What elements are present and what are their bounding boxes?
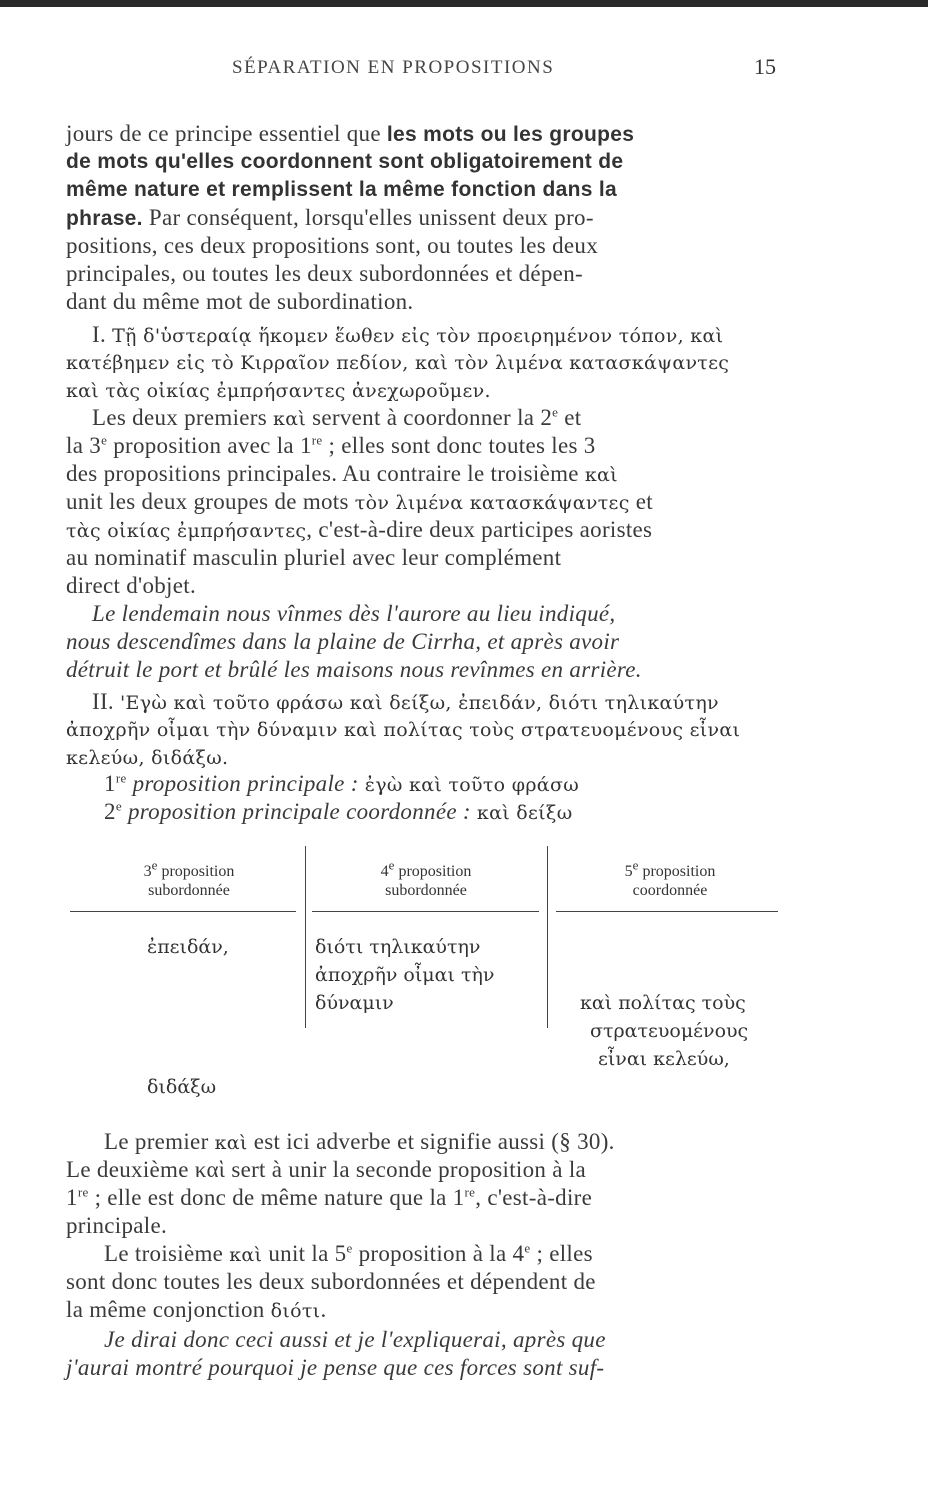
table-header-col2: 4e proposition subordonnée [380, 857, 472, 899]
running-head: SÉPARATION EN PROPOSITIONS [232, 57, 555, 78]
table-header-rule-3 [556, 911, 778, 912]
proposition1-line: 1re proposition principale : ἐγὼ καὶ τοῦτο φράσω [104, 770, 580, 796]
table-cell-col3-c: εἶναι κελεύω, [598, 1048, 730, 1070]
para3-line1: Le premier καὶ est ici adverbe et signifie aussi (§ 30). [104, 1129, 615, 1154]
para3-line4: principale. [66, 1213, 168, 1238]
table-header-col3: 5e proposition coordonnée [624, 857, 716, 899]
example2-line1: II. 'Εγὼ καὶ τοῦτο φράσω καὶ δείξω, ἐπειδάν, διότι τηλικαύτην [92, 689, 719, 714]
para4-line3: la même conjonction διότι. [66, 1297, 327, 1322]
para1-line6: principales, ou toutes les deux subordonnées et dépen- [66, 261, 583, 286]
para1-line5: positions, ces deux propositions sont, ou toutes les deux [66, 233, 599, 258]
page-number: 15 [754, 54, 776, 79]
table-cell-col1-a: ἐπειδάν, [147, 936, 229, 958]
para1-line1: jours de ce principe essentiel que les mots ou les groupes [66, 121, 635, 146]
table-header-rule-1 [70, 911, 296, 912]
top-edge-rule [0, 0, 928, 7]
table-cell-col3-b: στρατευομένους [590, 1020, 749, 1042]
table-cell-col2-b: ἀποχρῆν οἶμαι τὴν [315, 964, 495, 986]
table-cell-col2-c: δύναμιν [315, 992, 394, 1014]
para1-line4: phrase. Par conséquent, lorsqu'elles unissent deux pro- [66, 205, 594, 230]
table-divider-1 [305, 846, 306, 1028]
translation1-line2: nous descendîmes dans la plaine de Cirrha, et après avoir [66, 629, 620, 654]
para2-line2: la 3e proposition avec la 1re ; elles sont donc toutes les 3 [66, 432, 596, 458]
example2-line3: κελεύω, διδάξω. [66, 747, 229, 769]
para2-line7: direct d'objet. [66, 573, 196, 598]
para1-line3: même nature et remplissent la même fonction dans la [66, 178, 617, 201]
para4-line2: sont donc toutes les deux subordonnées et dépendent de [66, 1269, 596, 1294]
translation2-line2: j'aurai montré pourquoi je pense que ces forces sont suf- [66, 1355, 605, 1380]
table-cell-col2-a: διότι τηλικαύτην [315, 936, 481, 958]
para2-line5: τὰς οἰκίας ἐμπρήσαντες, c'est-à-dire deux participes aoristes [66, 517, 653, 542]
para2-line3: des propositions principales. Au contraire le troisième καὶ [66, 461, 618, 486]
para3-line2: Le deuxième καὶ sert à unir la seconde proposition à la [66, 1157, 587, 1182]
para2-line1: Les deux premiers καὶ servent à coordonner la 2e et [92, 404, 582, 430]
proposition2-line: 2e proposition principale coordonnée : καὶ δείξω [104, 798, 573, 824]
translation2-line1: Je dirai donc ceci aussi et je l'expliquerai, après que [104, 1327, 606, 1352]
example1-line2: κατέβημεν εἰς τὸ Κιρραῖον πεδίον, καὶ τὸν λιμένα κατασκάψαντες [66, 352, 730, 374]
example1-line1: I. Τῇ δ'ὑστεραίᾳ ἥκομεν ἕωθεν εἰς τὸν προειρημένον τόπον, καὶ [92, 322, 724, 347]
table-cell-col3-a: καὶ πολίτας τοὺς [580, 992, 746, 1014]
para2-line6: au nominatif masculin pluriel avec leur complément [66, 545, 562, 570]
table-cell-col1-b: διδάξω [147, 1076, 217, 1098]
example2-line2: ἀποχρῆν οἶμαι τὴν δύναμιν καὶ πολίτας τοὺς στρατευομένους εἶναι [66, 719, 741, 741]
para1-line7: dant du même mot de subordination. [66, 289, 414, 314]
table-header-rule-2 [312, 911, 539, 912]
translation1-line1: Le lendemain nous vînmes dès l'aurore au lieu indiqué, [92, 601, 616, 626]
para1-line2: de mots qu'elles coordonnent sont obligatoirement de [66, 150, 624, 173]
translation1-line3: détruit le port et brûlé les maisons nous revînmes en arrière. [66, 657, 642, 682]
table-header-col1: 3e proposition subordonnée [143, 857, 235, 899]
example1-line3: καὶ τὰς οἰκίας ἐμπρήσαντες ἀνεχωροῦμεν. [66, 380, 491, 402]
para3-line3: 1re ; elle est donc de même nature que la 1re, c'est-à-dire [66, 1184, 593, 1210]
para2-line4: unit les deux groupes de mots τὸν λιμένα κατασκάψαντες et [66, 489, 653, 514]
table-divider-2 [547, 846, 548, 1028]
para4-line1: Le troisième καὶ unit la 5e proposition à la 4e ; elles [104, 1240, 593, 1266]
